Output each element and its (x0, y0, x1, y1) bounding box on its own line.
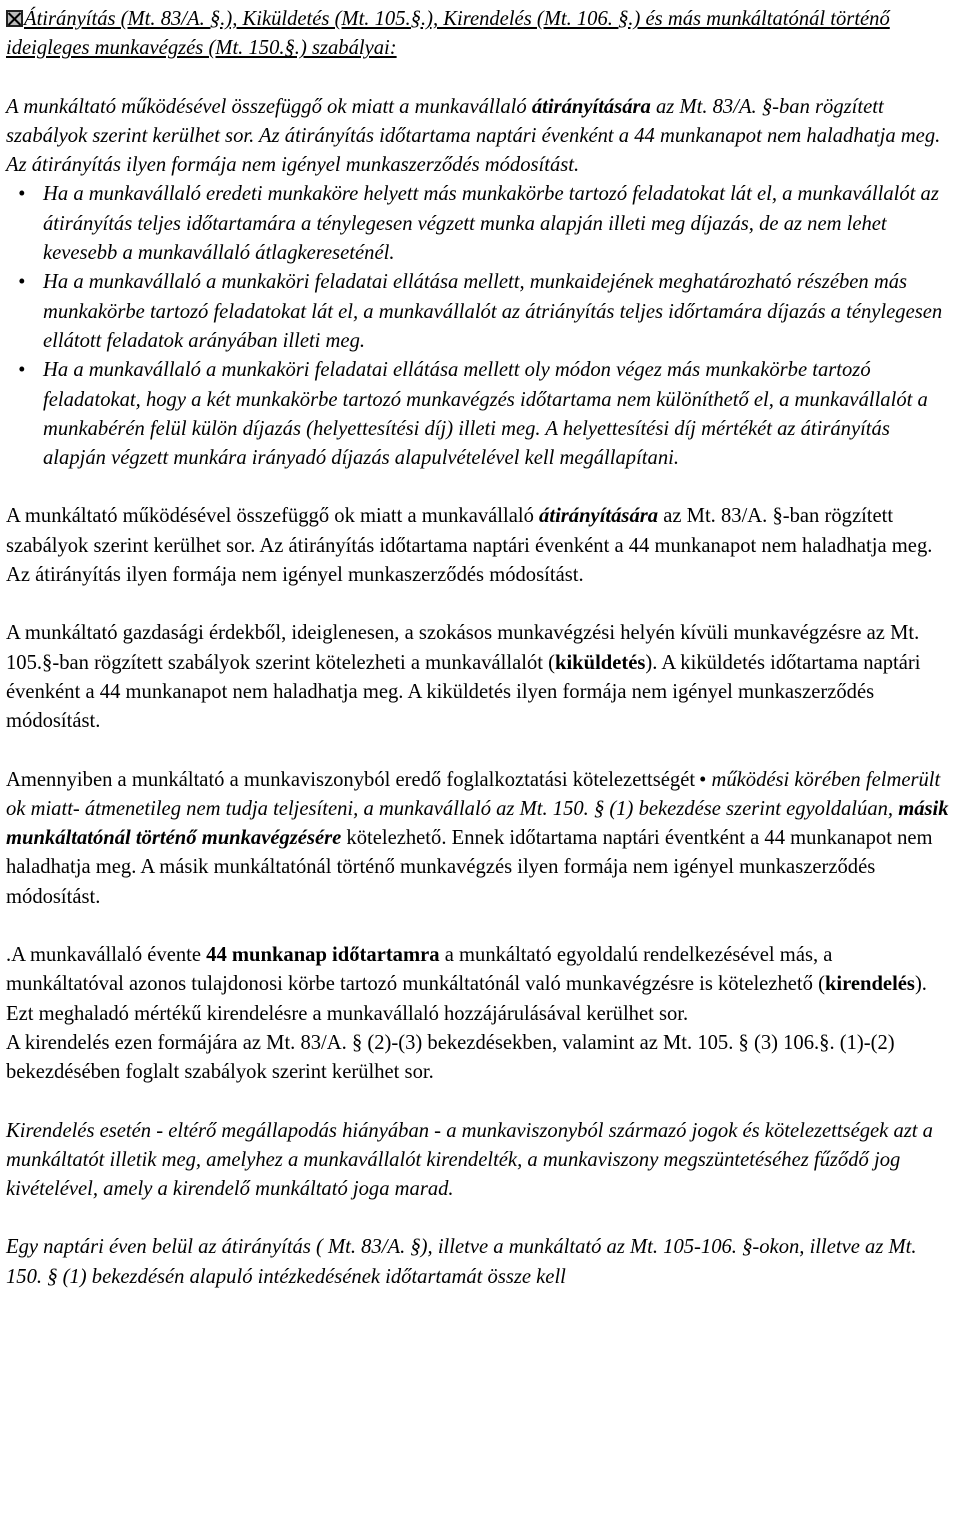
naptari-even-paragraph: Egy naptári éven belül az átirányítás ( Mt. 83/A. §), illetve a munkáltató az Mt. 105-106. §-okon, illetve az Mt. 150. § (1) bekezdésén alapuló intézkedésének időtartamát össze kell (6, 1236, 917, 1288)
paragraph-text: az Mt. 83/A. §-ban rögzített szabályok szerint kerülhet sor. Az átirányítás időtartama naptári évenként a 44 munkanapot nem haladhatja meg. Az átirányítás ilyen formája nem igényel munkaszerződés módosítást. (6, 505, 933, 587)
list-item (6, 180, 954, 268)
document-heading (6, 5, 954, 64)
paragraph-text: .A munkavállaló évente (6, 944, 207, 967)
bullet-icon: • (18, 183, 26, 206)
paragraph-spacer (6, 1088, 954, 1117)
bold-term: átirányítására (539, 505, 659, 528)
paragraph-text: ). Ezt meghaladó mértékű kirendelésre a munkavállaló hozzájárulásával kerülhet sor. (6, 973, 927, 1025)
bullet-icon: • (699, 768, 707, 791)
bold-term: másik munkáltatónál történő munkavégzésére (6, 797, 949, 850)
paragraph-spacer (6, 590, 954, 619)
bold-term: átirányítására (531, 95, 651, 118)
paragraph-text: A munkáltató működésével összefüggő ok miatt a munkavállaló (6, 505, 540, 528)
paragraph-text: Amennyiben a munkáltató a munkaviszonyból eredő foglalkoztatási kötelezettségét (6, 768, 696, 791)
paragraph-text: az Mt. 83/A. §-ban rögzített szabályok szerint kerülhet sor. Az átirányítás időtartama naptári évenként a 44 munkanapot nem haladhatja meg. Az átirányítás ilyen formája nem igényel munkaszerződés módosítást. (6, 95, 941, 177)
atiranyitas-paragraph-italic (6, 93, 954, 181)
atiranyitas-bullet-list (6, 180, 954, 473)
paragraph-text: A munkáltató gazdasági érdekből, ideiglenesen, a szokásos munkavégzési helyén kívüli munkavégzésre az Mt. 105.§-ban rögzített szabályok szerint kötelezheti a munkavállalót ( (6, 622, 920, 674)
paragraph-spacer (6, 64, 954, 93)
list-item-text: Ha a munkavállaló eredeti munkaköre helyett más munkakörbe tartozó feladatokat lát el, a munkavállalót az átirányítás teljes időtartamára a ténylegesen végzett munka alapján illeti meg díjazás, de az nem lehet kevesebb a munkavállaló átlagkereseténél. (43, 183, 939, 265)
kikuldetes-paragraph (6, 619, 954, 736)
paragraph-spacer (6, 912, 954, 941)
paragraph-text: a munkáltató egyoldalú rendelkezésével más, a munkáltatóval azonos tulajdonosi körbe tartozó munkáltatónál való munkavégzésre is kötelezhető ( (6, 944, 833, 996)
kirendeles-paragraph (6, 941, 954, 1029)
list-item (6, 268, 954, 356)
list-item (6, 356, 954, 473)
bold-term: kiküldetés (554, 651, 646, 674)
list-item-text: Ha a munkavállaló a munkaköri feladatai ellátása mellett, munkaidejének meghatározható részében más munkakörbe tartozó feladatokat lát el, a munkavállalót az átriányítás teljes időrtamára díjazás a ténylegesen ellátott feladatok arányában illeti meg. (43, 271, 943, 352)
bullet-icon: • (18, 271, 26, 294)
list-item-text: Ha a munkavállaló a munkaköri feladatai ellátása mellett oly módon végez más munkakörbe tartozó feladatokat, hogy a két munkakörbe tartozó munkavégzés időtartama nem különíthető el, a munkavállalót a munkabérén felül külön díjazás (helyettesítési díj) illeti meg. A helyettesítési díj mértékét az átirányítás alapján végzett munkára irányadó díjazás alapulvételével kell megállapítani. (43, 359, 928, 470)
document-page (6, 5, 954, 1292)
kirendeles-eseten-paragraph: Kirendelés esetén - eltérő megállapodás hiányában - a munkaviszonyból származó jogok és kötelezettségek azt a munkáltatót illetik meg, amelyhez a munkavállalót kirendelték, a munkaviszony megszüntetéséhez fűződő jog kivételével, amely a kirendelő munkáltató joga marad. (6, 1119, 933, 1201)
paragraph-text: ). A kiküldetés időtartama naptári évenként a 44 munkanapot nem haladhatja meg. A kiküldetés ilyen formája nem igényel munkaszerződés módosítást. (6, 651, 921, 733)
kirendeles-reference-paragraph: A kirendelés ezen formájára az Mt. 83/A. § (2)-(3) bekezdésekben, valamint az Mt. 105. § (3) 106.§. (1)-(2) bekezdésében foglalt szabályok szerint kerülhet sor. (6, 1031, 895, 1084)
paragraph-text: A munkáltató működésével összefüggő ok miatt a munkavállaló (6, 95, 532, 118)
masik-munkaltato-paragraph (6, 766, 954, 912)
checkbox-crossed-icon (6, 10, 23, 27)
heading-text: Átirányítás (Mt. 83/A. §.), Kiküldetés (Mt. 105.§.), Kirendelés (Mt. 106. §.) és más munkáltatónál történő ideigleges munkavégzés (Mt. 150.§.) szabályai: (6, 8, 890, 60)
paragraph-text: működési körében felmerült ok miatt- átmenetileg nem tudja teljesíteni, a munkavállaló az Mt. 150. § (1) bekezdése szerint egyoldalúan, (6, 768, 941, 820)
bold-term: kirendelés (824, 973, 915, 996)
bullet-icon: • (18, 359, 26, 382)
bold-term: 44 munkanap időtartamra (206, 944, 440, 967)
paragraph-spacer (6, 737, 954, 766)
paragraph-spacer (6, 473, 954, 502)
paragraph-text: kötelezhető. Ennek időtartama naptári éventként a 44 munkanapot nem haladhatja meg. A másik munkáltatónál történő munkavégzés ilyen formája nem igényel munkaszerződés módosítást. (6, 827, 933, 908)
atiranyitas-paragraph (6, 502, 954, 590)
paragraph-spacer (6, 1204, 954, 1233)
